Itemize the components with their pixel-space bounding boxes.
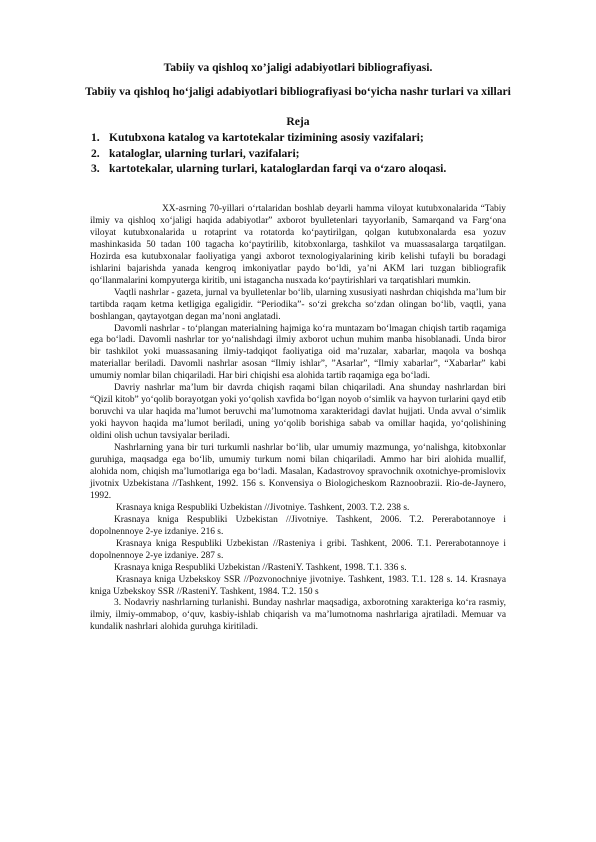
plan-item-number: 3. — [91, 162, 100, 175]
document-title: Tabiiy va qishloq xo’jaligi adabiyotlari bibliografiyasi. — [163, 61, 433, 74]
plan-heading: Reja — [286, 115, 310, 128]
paragraph-continuing: Davomli nashrlar - to‘plangan materialning hajmiga ko‘ra muntazam bo‘lmagan chiqish tartib raqamiga ega bo‘ladi. Davomli nashrlar tor yo‘nalishdagi ilmiy axborot uchun muhim manba hisoblanadi. Unda biror bir tashkilot yoki muassasaning ilmiy-tadqiqot faoliyatiga oid ma’ruzalar, xabarlar, maqola va boshqa materiallar beriladi. Davomli nashrlar asosan “Ilmiy ishlar”, ”Asarlar”, “Ilmiy xabarlar”, “Xabarlar” kabi umumiy nomlar bilan chiqariladi. Har biri chiqishi esa alohida tartib raqamiga ega bo‘ladi. — [90, 323, 506, 382]
reference-item: Krasnaya kniga Respubliki Uzbekistan //Rasteniya i gribi. Tashkent, 2006. T.1. Pererabotannoye i dopolnennoye 2-ye izdaniye. 287 s. — [90, 538, 506, 561]
document-body — [90, 204, 506, 634]
reference-item: Krasnaya kniga Uzbekskoy SSR //Pozvonochniye jivotniye. Tashkent, 1983. T.1. 128 s. 14. Krasnaya kniga Uzbekskoy SSR //RasteniY. Tashkent, 1984. T.2. 150 s — [90, 574, 506, 597]
paragraph-intro: XX-asrning 70-yillari o‘rtalaridan boshlab deyarli hamma viloyat kutubxonalarida “Tabiy ilmiy va qishloq xo‘jaligi haqida adabiyotlar” axborot byulletenlari tayyorlanib, Samarqand va Farg‘ona viloyat kutubxonalarida u rotaprint va rotatorda ko‘paytirilgan, qolgan kutubxonalarda esa yozuv mashinkasida 50 tadan 100 tagacha ko‘paytirilib, kitobxonlarga, tashkilot va muassasalarga tarqatilgan. Hozirda esa kutubxonalar faoliyatiga yangi axborot texnologiyalarining kirib kelishi tufayli bu boradagi ishlarini bajarishda yanada kengroq imkoniyatlar paydo bo‘ldi, ya’ni AKM lari tuzgan bibliografik qo‘llanmalarini kompyuterga kiritib, uni istagancha nusxada ko‘paytirishlari va tarqatishlari mumkin. — [90, 204, 506, 286]
reference-item: Krasnaya kniga Respubliki Uzbekistan //RasteniY. Tashkent, 1998. T.1. 336 s. — [114, 562, 407, 573]
plan-item-text: kataloglar, ularning turlari, vazifalari; — [109, 146, 300, 160]
plan-list — [91, 130, 446, 177]
paragraph-closing: 3. Nodavriy nashrlarning turlanishi. Bunday nashrlar maqsadiga, axborotning xarakteriga ko‘ra rasmiy, ilmiy, ilmiy-ommabop, o‘quv, kasbiy-ishlab chiqarish va ma’lumotnoma nashrlariga ajratiladi. Memuar va kundalik nashrlari alohida guruhga kiritiladi. — [90, 598, 506, 633]
plan-item-number: 2. — [91, 146, 100, 160]
paragraph-periodic: Davriy nashrlar ma’lum bir davrda chiqish raqami bilan chiqariladi. Ana shunday nashrlardan biri “Qizil kitob” yo‘qolib borayotgan yoki yo‘qolish xavfida bo‘lgan noyob o‘simlik va hayvon turlarini qayd etib boruvchi va ular haqida ma’lumot beruvchi ma’lumotnoma xarakteridagi davlat hujjati. Unda avval o‘simlik yoki hayvon haqida ma’lumot beriladi, uning yo‘qolib borishiga sabab va omillar haqida, yo‘qolishining oldini olish uchun tavsiyalar beriladi. — [90, 383, 506, 442]
plan-item-text: Kutubxona katalog va kartotekalar tizimining asosiy vazifalari; — [109, 131, 424, 144]
paragraph-series: Nashrlarning yana bir turi turkumli nashrlar bo‘lib, ular umumiy mazmunga, yo‘nalishga, kitobxonlar guruhiga, maqsadga ega bo‘lib, umumiy turkum nomi bilan chiqariladi. Ammo har biri alohida muallif, alohida nom, chiqish ma’lumotlariga ega bo‘ladi. Masalan, Kadastrovoy spravochnik oxotnichye-promislovix jivotnix Uzbekistana //Tashkent, 1992. 156 s. Konvensiya o Biologicheskom Raznoobrazii. Rio-de-Jaynero, 1992. — [90, 443, 506, 501]
plan-item — [91, 161, 446, 177]
reference-item: Krasnaya kniga Respubliki Uzbekistan //Jivotniye. Tashkent, 2006. T.2. Pererabotannoye i dopolnennoye 2-ye izdaniye. 216 s. — [90, 514, 506, 537]
reference-item: Krasnaya kniga Respubliki Uzbekistan //Jivotniye. Tashkent, 2003. T.2. 238 s. — [116, 502, 410, 513]
plan-item-text: kartotekalar, ularning turlari, kataloglardan farqi va o‘zaro aloqasi. — [109, 162, 447, 175]
section-subtitle: Tabiiy va qishloq ho‘jaligi adabiyotlari bibliografiyasi bo‘yicha nashr turlari va xillari — [85, 85, 511, 98]
plan-item-number: 1. — [91, 131, 100, 144]
plan-item — [91, 130, 446, 146]
plan-item — [91, 146, 446, 162]
paragraph-periodicals: Vaqtli nashrlar - gazeta, jurnal va byulletenlar bo‘lib, ularning xususiyati nashrdan chiqishda ma’lum bir tartibda raqam ketma ketligiga egaligidir. “Periodika”- so‘zi grekcha so‘zdan olingan bo‘lib, vaqtli, yana boshlangan, qaytayotgan degan ma’noni anglatadi. — [90, 287, 506, 322]
